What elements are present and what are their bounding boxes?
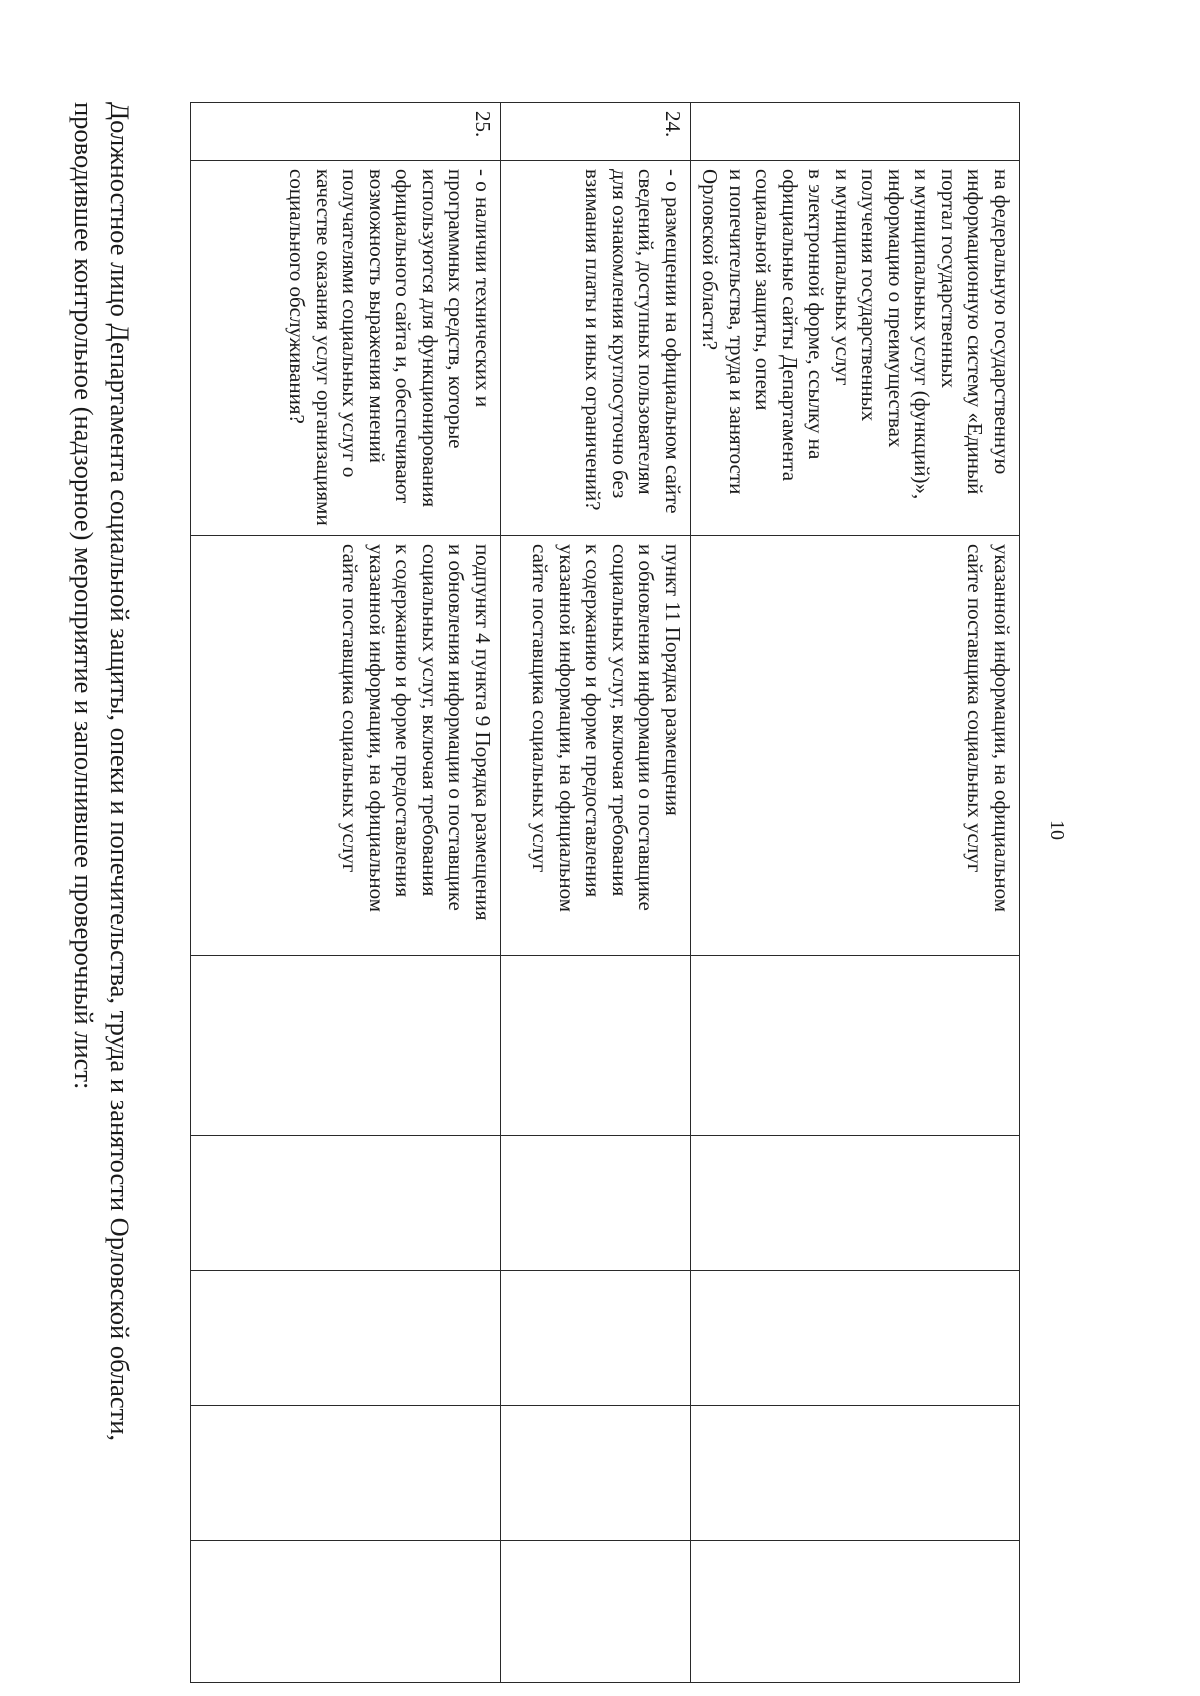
answer-cell (501, 1406, 691, 1541)
footer-line: Должностное лицо Департамента социальной защиты, опеки и попечительства, труда и занятости Орловской области, (105, 102, 135, 1442)
answer-cell (191, 1271, 501, 1406)
question-cell: на федеральную государственную информационную систему «Единый портал государственных и муниципальных услуг (функций)», информацию о преимуществах получения государственных и муниципальных услуг в электронной форме, ссылку на официальные сайты Департамента социальной защиты, опеки и попечительства, труда и занятости Орловской области? (691, 161, 1020, 536)
notes-cell (691, 1541, 1020, 1683)
reference-cell: пункт 11 Порядка размещения и обновления информации о поставщике социальных услуг, включая требования к содержанию и форме предоставления указанной информации, на официальном сайте поставщика социальных услуг (501, 536, 691, 956)
answer-cell (501, 1271, 691, 1406)
answer-cell (191, 1136, 501, 1271)
notes-cell (501, 1541, 691, 1683)
row-number: 24. (501, 103, 691, 161)
answer-cell (691, 1136, 1020, 1271)
notes-cell (191, 1541, 501, 1683)
reference-cell: подпункт 4 пункта 9 Порядка размещения и обновления информации о поставщике социальных услуг, включая требования к содержанию и форме предоставления указанной информации, на официальном сайте поставщика социальных услуг (191, 536, 501, 956)
answer-cell (191, 956, 501, 1136)
row-number: 25. (191, 103, 501, 161)
table-row (191, 103, 501, 1683)
answer-cell (191, 1406, 501, 1541)
table-row (501, 103, 691, 1683)
table-row (691, 103, 1020, 1683)
answer-cell (691, 956, 1020, 1136)
row-number (691, 103, 1020, 161)
checklist-table (190, 102, 1020, 1683)
answer-cell (691, 1406, 1020, 1541)
footer-line: проводившее контрольное (надзорное) мероприятие и заполнившее проверочный лист: (69, 102, 99, 1090)
reference-cell: указанной информации, на официальном сайте поставщика социальных услуг (691, 536, 1020, 956)
question-cell: - о наличии технических и программных средств, которые используются для функционирования официального сайта и, обеспечивают возможность выражения мнений получателями социальных услуг о качестве оказания услуг организациями социального обслуживания? (191, 161, 501, 536)
answer-cell (501, 956, 691, 1136)
question-cell: - о размещении на официальном сайте сведений, доступных пользователям для ознакомления круглосуточно без взимания платы и иных ограничений? (501, 161, 691, 536)
page-number: 10 (1046, 820, 1068, 840)
answer-cell (501, 1136, 691, 1271)
signature-statement (66, 102, 138, 1682)
answer-cell (691, 1271, 1020, 1406)
